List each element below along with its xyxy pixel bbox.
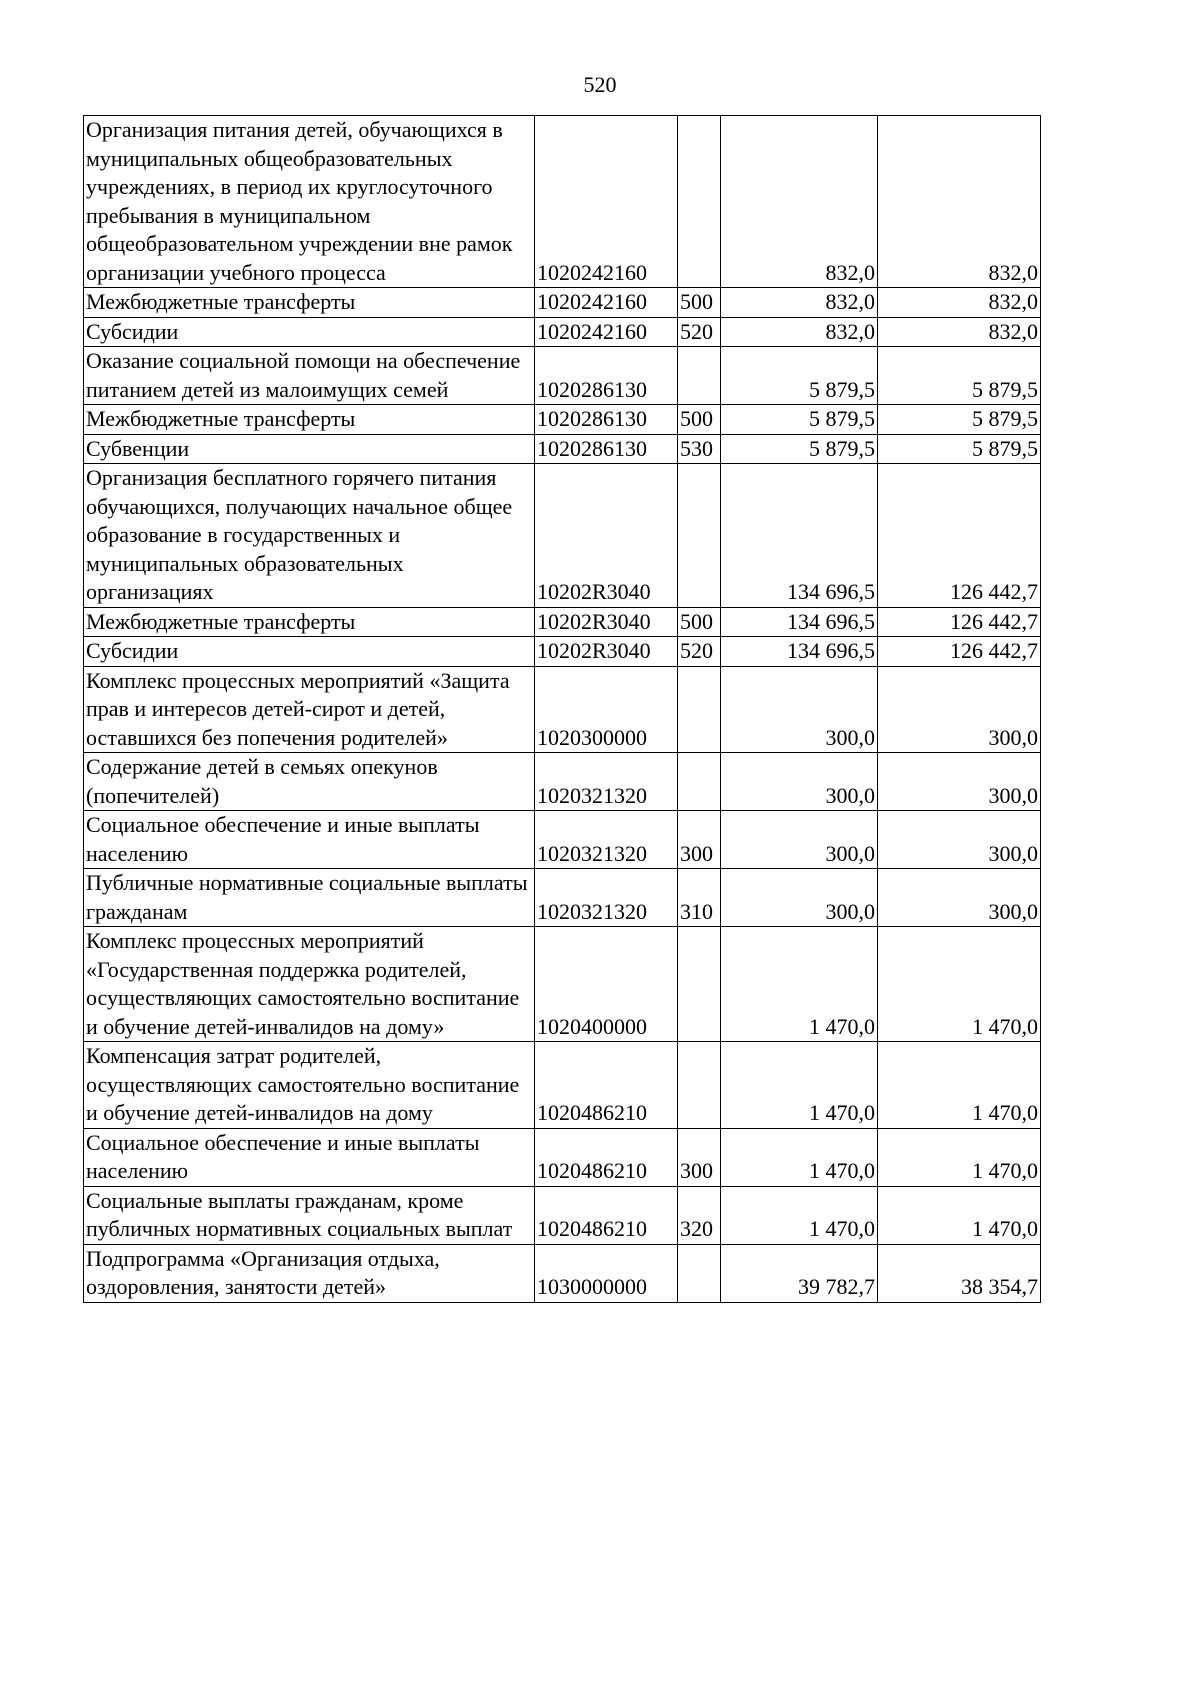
- amount-1-cell: 5 879,5: [721, 405, 878, 435]
- amount-2-cell: 1 470,0: [878, 1186, 1041, 1244]
- expense-type-cell: 300: [678, 811, 721, 869]
- row-name-cell: Компенсация затрат родителей, осуществляющих самостоятельно воспитание и обучение детей-инвалидов на дому: [84, 1042, 535, 1129]
- expense-type-cell: [678, 464, 721, 608]
- target-code-cell: 1030000000: [535, 1244, 678, 1302]
- target-code-cell: 1020286130: [535, 434, 678, 464]
- row-name-cell: Публичные нормативные социальные выплаты гражданам: [84, 869, 535, 927]
- budget-table: [83, 115, 1041, 1303]
- amount-1-cell: 832,0: [721, 288, 878, 318]
- expense-type-cell: 530: [678, 434, 721, 464]
- amount-2-cell: 832,0: [878, 288, 1041, 318]
- target-code-cell: 1020242160: [535, 317, 678, 347]
- row-name-cell: Межбюджетные трансферты: [84, 607, 535, 637]
- expense-type-cell: 500: [678, 288, 721, 318]
- table-row: [84, 666, 1041, 753]
- row-name-cell: Организация питания детей, обучающихся в муниципальных общеобразовательных учреждениях, в период их круглосуточного пребывания в муниципальном общеобразовательном учреждении вне рамок организации учебного процесса: [84, 116, 535, 288]
- amount-2-cell: 1 470,0: [878, 1042, 1041, 1129]
- amount-1-cell: 1 470,0: [721, 927, 878, 1042]
- amount-2-cell: 1 470,0: [878, 927, 1041, 1042]
- row-name-cell: Межбюджетные трансферты: [84, 405, 535, 435]
- row-name-cell: Комплекс процессных мероприятий «Защита прав и интересов детей-сирот и детей, оставшихся без попечения родителей»: [84, 666, 535, 753]
- row-name-cell: Субвенции: [84, 434, 535, 464]
- expense-type-cell: [678, 116, 721, 288]
- amount-1-cell: 832,0: [721, 116, 878, 288]
- row-name-cell: Комплекс процессных мероприятий «Государственная поддержка родителей, осуществляющих самостоятельно воспитание и обучение детей-инвалидов на дому»: [84, 927, 535, 1042]
- amount-2-cell: 126 442,7: [878, 464, 1041, 608]
- row-name-cell: Организация бесплатного горячего питания обучающихся, получающих начальное общее образование в государственных и муниципальных образовательных организациях: [84, 464, 535, 608]
- amount-2-cell: 832,0: [878, 116, 1041, 288]
- amount-2-cell: 38 354,7: [878, 1244, 1041, 1302]
- expense-type-cell: [678, 666, 721, 753]
- table-row: [84, 753, 1041, 811]
- expense-type-cell: [678, 927, 721, 1042]
- expense-type-cell: 520: [678, 317, 721, 347]
- target-code-cell: 10202R3040: [535, 637, 678, 667]
- table-row: [84, 637, 1041, 667]
- target-code-cell: 1020300000: [535, 666, 678, 753]
- target-code-cell: 10202R3040: [535, 464, 678, 608]
- table-row: [84, 1042, 1041, 1129]
- amount-1-cell: 300,0: [721, 869, 878, 927]
- row-name-cell: Межбюджетные трансферты: [84, 288, 535, 318]
- amount-1-cell: 39 782,7: [721, 1244, 878, 1302]
- row-name-cell: Социальное обеспечение и иные выплаты населению: [84, 1128, 535, 1186]
- row-name-cell: Субсидии: [84, 637, 535, 667]
- target-code-cell: 1020321320: [535, 811, 678, 869]
- table-row: [84, 288, 1041, 318]
- row-name-cell: Субсидии: [84, 317, 535, 347]
- row-name-cell: Социальные выплаты гражданам, кроме публичных нормативных социальных выплат: [84, 1186, 535, 1244]
- amount-2-cell: 300,0: [878, 811, 1041, 869]
- amount-2-cell: 832,0: [878, 317, 1041, 347]
- expense-type-cell: [678, 753, 721, 811]
- amount-1-cell: 832,0: [721, 317, 878, 347]
- target-code-cell: 1020486210: [535, 1128, 678, 1186]
- amount-2-cell: 126 442,7: [878, 637, 1041, 667]
- row-name-cell: Содержание детей в семьях опекунов (попечителей): [84, 753, 535, 811]
- target-code-cell: 1020321320: [535, 869, 678, 927]
- target-code-cell: 1020486210: [535, 1042, 678, 1129]
- table-row: [84, 1186, 1041, 1244]
- table-row: [84, 811, 1041, 869]
- table-row: [84, 607, 1041, 637]
- target-code-cell: 1020321320: [535, 753, 678, 811]
- target-code-cell: 1020286130: [535, 405, 678, 435]
- table-row: [84, 317, 1041, 347]
- table-row: [84, 869, 1041, 927]
- target-code-cell: 1020400000: [535, 927, 678, 1042]
- amount-2-cell: 5 879,5: [878, 347, 1041, 405]
- target-code-cell: 10202R3040: [535, 607, 678, 637]
- amount-2-cell: 300,0: [878, 753, 1041, 811]
- target-code-cell: 1020486210: [535, 1186, 678, 1244]
- amount-1-cell: 5 879,5: [721, 434, 878, 464]
- target-code-cell: 1020242160: [535, 116, 678, 288]
- table-row: [84, 434, 1041, 464]
- row-name-cell: Оказание социальной помощи на обеспечение питанием детей из малоимущих семей: [84, 347, 535, 405]
- table-row: [84, 464, 1041, 608]
- page-number: 520: [583, 72, 617, 97]
- amount-1-cell: 300,0: [721, 753, 878, 811]
- amount-1-cell: 1 470,0: [721, 1186, 878, 1244]
- budget-table-body: [84, 116, 1041, 1303]
- expense-type-cell: 310: [678, 869, 721, 927]
- table-row: [84, 1128, 1041, 1186]
- expense-type-cell: [678, 347, 721, 405]
- amount-1-cell: 5 879,5: [721, 347, 878, 405]
- amount-2-cell: 5 879,5: [878, 405, 1041, 435]
- table-row: [84, 1244, 1041, 1302]
- expense-type-cell: 520: [678, 637, 721, 667]
- expense-type-cell: [678, 1042, 721, 1129]
- table-row: [84, 347, 1041, 405]
- amount-1-cell: 134 696,5: [721, 637, 878, 667]
- expense-type-cell: [678, 1244, 721, 1302]
- amount-2-cell: 1 470,0: [878, 1128, 1041, 1186]
- amount-1-cell: 1 470,0: [721, 1042, 878, 1129]
- amount-2-cell: 300,0: [878, 666, 1041, 753]
- table-row: [84, 405, 1041, 435]
- amount-1-cell: 300,0: [721, 811, 878, 869]
- target-code-cell: 1020242160: [535, 288, 678, 318]
- table-row: [84, 116, 1041, 288]
- row-name-cell: Социальное обеспечение и иные выплаты населению: [84, 811, 535, 869]
- amount-1-cell: 1 470,0: [721, 1128, 878, 1186]
- amount-2-cell: 300,0: [878, 869, 1041, 927]
- row-name-cell: Подпрограмма «Организация отдыха, оздоровления, занятости детей»: [84, 1244, 535, 1302]
- amount-2-cell: 126 442,7: [878, 607, 1041, 637]
- expense-type-cell: 500: [678, 405, 721, 435]
- amount-1-cell: 134 696,5: [721, 607, 878, 637]
- expense-type-cell: 500: [678, 607, 721, 637]
- target-code-cell: 1020286130: [535, 347, 678, 405]
- amount-1-cell: 134 696,5: [721, 464, 878, 608]
- amount-1-cell: 300,0: [721, 666, 878, 753]
- expense-type-cell: 300: [678, 1128, 721, 1186]
- table-row: [84, 927, 1041, 1042]
- expense-type-cell: 320: [678, 1186, 721, 1244]
- amount-2-cell: 5 879,5: [878, 434, 1041, 464]
